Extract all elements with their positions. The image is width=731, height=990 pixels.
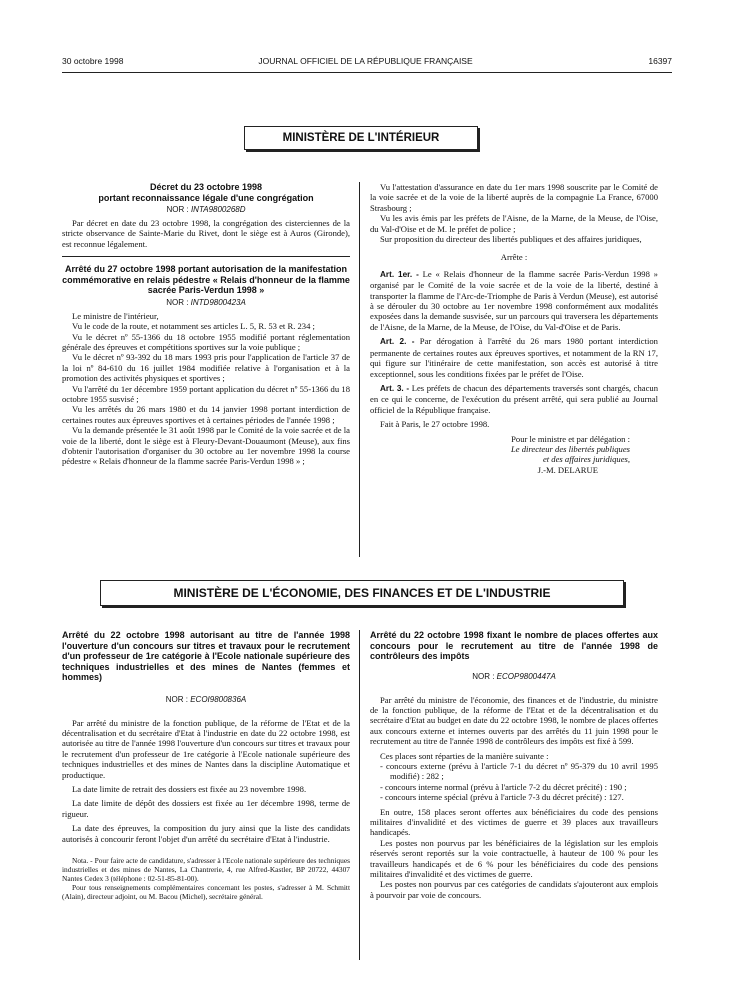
arrete2-paragraph: La date limite de retrait des dossiers est fixée au 23 novembre 1998.: [72, 783, 307, 794]
decret-body: Par décret en date du 23 octobre 1998, la congrégation des cisterciennes de la stricte observance de Sainte-Marie du Rivet, dont le siège est à Auros (Gironde), est reconnue légalement.: [62, 218, 350, 249]
article-3-head: Art. 3. -: [380, 383, 410, 393]
header-rule: [62, 72, 672, 73]
header-page: 16397: [648, 56, 672, 66]
decret-title: Décret du 23 octobre 1998: [149, 182, 263, 192]
arrete3-paragraph: Ces places sont réparties de la manière suivante :: [380, 750, 549, 761]
right-column-bottom: [370, 630, 658, 970]
article-2-head: Art. 2. -: [380, 337, 415, 347]
decret-nor-code: INTA9800268D: [190, 205, 246, 214]
signature-line-1: Pour le ministre et par délégation :: [511, 433, 630, 444]
arrete2-paragraph: La date limite de dépôt des dossiers est fixée au 1er décembre 1998, terme de rigueur.: [62, 798, 350, 819]
header-journal: JOURNAL OFFICIEL DE LA RÉPUBLIQUE FRANÇAISE: [258, 56, 473, 66]
arrete3-nor-code: ECOP9800447A: [496, 671, 556, 681]
ministry-economie-banner: MINISTÈRE DE L'ÉCONOMIE, DES FINANCES ET DE L'INDUSTRIE: [100, 580, 624, 606]
left-column-bottom: [62, 630, 350, 970]
list-item: - concours externe (prévu à l'article 7-1 du décret nº 95-379 du 10 avril 1995 modifié) : 282 ;: [380, 760, 658, 782]
arrete1-paragraph: Vu le code de la route, et notamment ses articles L. 5, R. 53 et R. 234 ;: [72, 321, 315, 332]
arrete3-title: Arrêté du 22 octobre 1998 fixant le nombre de places offertes aux concours pour le recrutement au titre de l'année 1998 de contrôleurs des impôts: [370, 630, 658, 661]
decret-nor: NOR : INTA9800268D: [166, 205, 246, 214]
article-3: Art. 3. - Les préfets de chacun des départements traversés sont chargés, chacun en ce qui le concerne, de l'exécution du présent arrêté, qui sera publié au Journal officiel de la République française.: [370, 382, 658, 415]
header-date: 30 octobre 1998: [62, 56, 124, 66]
arrete2-title: Arrêté du 22 octobre 1998 autorisant au titre de l'année 1998 l'ouverture d'un concours sur titres et travaux pour le recrutement d'un professeur de 1re catégorie à l'Ecole nationale supérieure des techniques industrielles et des mines de Nantes (femmes et hommes): [62, 630, 350, 682]
arrete2-paragraph: Par arrêté du ministre de la fonction publique, de la réforme de l'Etat et de la décentralisation et du secrétaire d'Etat à l'industrie en date du 22 octobre 1998, est autorisée au titre de l'année 1998 l'ouverture d'un concours sur titres et travaux pour le recrutement d'un professeur de 1re catégorie à l'Ecole nationale supérieure des techniques industrielles et des mines de Nantes dans la discipline Automatique et productique.: [62, 717, 350, 780]
article-1-head: Art. 1er. -: [380, 269, 419, 279]
arrete3-paragraph: En outre, 158 places seront offertes aux bénéficiaires du code des pensions militaires d'invalidité et des victimes de guerre et 39 places aux travailleurs handicapés.: [370, 806, 658, 838]
list-item: - concours interne spécial (prévu à l'article 7-3 du décret précité) : 127.: [380, 792, 624, 803]
arrete3-paragraph: Les postes non pourvus par les bénéficiaires de la législation sur les emplois réservés seront reportés sur la voie contractuelle, à hauteur de 100 % pour les travailleurs handicapés et de 6 % pour les bénéficiaires du code des pensions militaires d'invalidité et des victimes de guerre.: [370, 837, 658, 879]
arrete2-note: Nota. - Pour faire acte de candidature, s'adresser à l'Ecole nationale supérieure des techniques industrielles et des mines de Nantes, La Chantrerie, 4, rue Alfred-Kastler, BP 20722, 44307 Nantes Cedex 3 (téléphone : 02-51-85-81-00).: [62, 855, 350, 883]
arrete3-nor: NOR : ECOP9800447A: [472, 671, 556, 681]
article-1: Art. 1er. - Le « Relais d'honneur de la flamme sacrée Paris-Verdun 1998 » organisé par le Comité de la voie sacrée et de la voie de la liberté, destiné à transporter la flamme de l'Arc-de-Triomphe de Paris à Verdun (Meuse), est autorisé à se dérouler du 30 octobre au 1er novembre 1998 conformément aux modalités exposées dans la demande susvisée, sur un parcours qui traversera les départements de l'Aisne, de la Marne, de la Meuse, de l'Oise, du Val-d'Oise et de Paris.: [370, 268, 658, 332]
arrete1-right-paragraph: Vu les avis émis par les préfets de l'Aisne, de la Marne, de la Meuse, de l'Oise, du Val-d'Oise et de M. le préfet de police ;: [370, 213, 658, 234]
right-column-top: [370, 182, 658, 562]
arrete1-title: Arrêté du 27 octobre 1998 portant autorisation de la manifestation commémorative en relais pédestre « Relais d'honneur de la flamme sacrée Paris-Verdun 1998 »: [62, 264, 350, 296]
arrete1-paragraph: Vu le décret nº 93-392 du 18 mars 1993 pris pour l'application de l'article 37 de la loi nº 84-610 du 16 juillet 1984 modifiée relative à l'organisation et à la promotion des activités physiques et sportives ;: [62, 352, 350, 384]
section-divider: [62, 256, 350, 257]
signature-line-3: et des affaires juridiques,: [542, 454, 630, 465]
arrete1-right-paragraph: Sur proposition du directeur des libertés publiques et des affaires juridiques,: [380, 234, 642, 245]
arrete1-paragraph: Vu les arrêtés du 26 mars 1980 et du 14 janvier 1998 portant interdiction de certaines routes aux épreuves sportives et à certaines périodes de l'année 1998 ;: [62, 404, 350, 425]
arrete1-nor-code: INTD9800423A: [190, 297, 246, 307]
concours-list: [370, 761, 658, 803]
arrete1-paragraph: Vu le décret nº 55-1366 du 18 octobre 1955 modifié portant réglementation générale des épreuves et compétitions sportives sur la voie publique ;: [62, 331, 350, 352]
arrete1-paragraph: Vu l'arrêté du 1er décembre 1959 portant application du décret nº 55-1366 du 18 octobre 1955 susvisé ;: [62, 383, 350, 404]
left-column-top: [62, 182, 350, 562]
arrete1-paragraph: Le ministre de l'intérieur,: [72, 310, 159, 321]
arrete2-nor-code: ECOI9800836A: [190, 694, 247, 704]
arrete2-paragraph: La date des épreuves, la composition du jury ainsi que la liste des candidats autorisés à concourir feront l'objet d'un arrêté du secrétaire d'Etat à l'industrie.: [62, 823, 350, 844]
signature-name: J.-M. DELARUE: [537, 464, 598, 475]
done-at: Fait à Paris, le 27 octobre 1998.: [380, 419, 490, 430]
decret-subtitle: portant reconnaissance légale d'une congrégation: [98, 192, 314, 203]
list-item: - concours interne normal (prévu à l'article 7-2 du décret précité) : 190 ;: [380, 781, 627, 792]
arrete1-nor: NOR : INTD9800423A: [166, 297, 246, 307]
ministry-interieur-banner: MINISTÈRE DE L'INTÉRIEUR: [244, 126, 478, 150]
column-divider: [359, 182, 360, 557]
arrete3-paragraph: Les postes non pourvus par ces catégories de candidats s'ajouteront aux emplois à pourvoir par voie de concours.: [370, 879, 658, 900]
arrete1-paragraph: Vu la demande présentée le 31 août 1998 par le Comité de la voie sacrée et de la voie de la liberté, dont le siège est à Fleury-Devant-Douaumont (Meuse), aux fins d'obtenir l'autorisation d'organiser du 30 octobre au 1er novembre 1998 la course pédestre « Relais d'honneur de la flamme sacrée Paris-Verdun 1998 » ;: [62, 425, 350, 467]
arrete-word: Arrête :: [500, 252, 528, 263]
signature-line-2: Le directeur des libertés publiques: [510, 443, 630, 454]
arrete3-paragraph: Par arrêté du ministre de l'économie, des finances et de l'industrie, du ministre de la fonction publique, de la réforme de l'Etat et de la décentralisation et du secrétaire d'Etat au budget en date du 22 octobre 1998, le nombre de places offertes aux concours externe et internes ouverts par des arrêtés du 11 juin 1998 pour le recrutement au titre de l'année 1998 de contrôleurs des impôts est fixé à 599.: [370, 694, 658, 747]
arrete2-note-contacts: Pour tous renseignements complémentaires concernant les postes, s'adresser à M. Schmitt (Alain), directeur adjoint, ou M. Bacou (Michel), secrétaire général.: [62, 882, 350, 901]
column-divider-bottom: [359, 630, 360, 960]
article-2: Art. 2. - Par dérogation à l'arrêté du 26 mars 1980 portant interdiction permanente de certaines routes aux épreuves sportives, et notamment de la RN 17, qui figure sur l'itinéraire de cette manifestation, son accès est autorisé à titre exceptionnel, sous les conditions fixées par le préfet de l'Oise.: [370, 336, 658, 379]
arrete2-nor: NOR : ECOI9800836A: [165, 694, 247, 704]
arrete1-right-paragraph: Vu l'attestation d'assurance en date du 1er mars 1998 souscrite par le Comité de la voie sacrée et de la voie de la liberté auprès de la compagnie La France, 67000 Strasbourg ;: [370, 182, 658, 213]
